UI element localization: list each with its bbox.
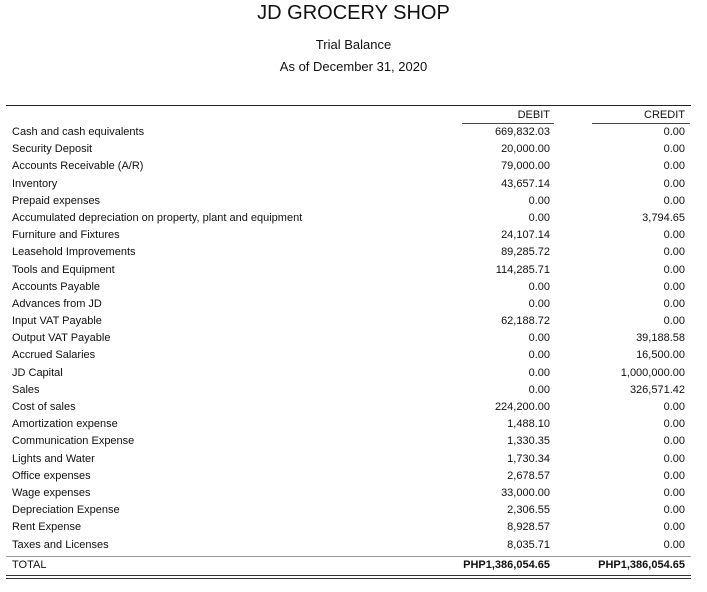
table-row: [0, 279, 707, 296]
debit-amount: 224,200.00: [494, 401, 550, 413]
table-row: [0, 537, 707, 554]
credit-amount: 0.00: [663, 263, 685, 276]
table-row: [0, 330, 707, 347]
account-name: Inventory: [12, 177, 58, 190]
debit-amount: 33,000.00: [501, 486, 550, 499]
credit-amount: 0.00: [663, 452, 685, 465]
total-label: TOTAL: [12, 559, 47, 571]
account-name: Rent Expense: [12, 521, 82, 534]
credit-amount: 0.00: [663, 418, 685, 431]
table-row: [0, 519, 707, 536]
table-row: [0, 193, 707, 210]
account-name: Amortization expense: [12, 418, 118, 431]
table-row: [0, 141, 707, 158]
table-row: [0, 158, 707, 175]
account-name: Accounts Receivable (A/R): [12, 160, 144, 173]
credit-amount: 0.00: [663, 229, 685, 242]
total-double-rule-2: [6, 578, 691, 579]
report-date: As of December 31, 2020: [279, 59, 428, 74]
account-name: Sales: [12, 383, 40, 396]
table-row: [0, 210, 707, 227]
table-row: [0, 502, 707, 519]
debit-amount: 1,730.34: [507, 452, 550, 465]
debit-amount: 0.00: [528, 297, 550, 310]
account-name: Accounts Payable: [12, 280, 101, 293]
account-name: Taxes and Licenses: [12, 538, 109, 551]
debit-amount: 0.00: [528, 332, 550, 345]
debit-amount: 114,285.71: [495, 263, 550, 276]
account-name: Leasehold Improvements: [12, 246, 136, 259]
account-name: Communication Expense: [12, 435, 135, 448]
credit-amount: 0.00: [663, 469, 685, 482]
credit-amount: 0.00: [663, 401, 685, 413]
table-row: [0, 416, 707, 433]
credit-amount: 39,188.58: [636, 332, 685, 345]
debit-amount: 89,285.72: [501, 246, 550, 259]
account-name: Depreciation Expense: [12, 504, 120, 517]
trial-balance-rows: [0, 124, 707, 554]
credit-amount: 326,571.42: [629, 383, 685, 396]
account-name: Prepaid expenses: [12, 194, 101, 207]
credit-amount: 0.00: [663, 126, 685, 138]
debit-amount: 1,488.10: [507, 418, 550, 431]
table-row: [0, 176, 707, 193]
table-row: [0, 227, 707, 244]
credit-amount: 3,794.65: [642, 211, 685, 224]
credit-amount: 0.00: [663, 486, 685, 499]
credit-amount: 0.00: [663, 297, 685, 310]
credit-amount: 0.00: [663, 246, 685, 259]
table-row: [0, 313, 707, 330]
debit-amount: 2,306.55: [507, 504, 550, 517]
credit-amount: 0.00: [663, 160, 685, 173]
account-name: Accrued Salaries: [12, 349, 96, 362]
account-name: Cost of sales: [12, 401, 76, 413]
debit-column-header: DEBIT: [517, 109, 550, 121]
table-row: [0, 347, 707, 364]
account-name: Security Deposit: [12, 143, 93, 156]
table-row: [0, 296, 707, 313]
credit-amount: 0.00: [663, 194, 685, 207]
table-row: [0, 382, 707, 399]
account-name: JD Capital: [12, 366, 63, 379]
table-row: [0, 365, 707, 382]
table-row: [0, 451, 707, 468]
debit-amount: 0.00: [528, 211, 550, 224]
debit-amount: 43,657.14: [501, 177, 550, 190]
credit-amount: 1,000,000.00: [620, 366, 685, 379]
debit-amount: 79,000.00: [501, 160, 550, 173]
debit-amount: 62,188.72: [501, 315, 550, 328]
credit-amount: 0.00: [663, 143, 685, 156]
table-row: [0, 244, 707, 261]
credit-amount: 0.00: [663, 315, 685, 328]
account-name: Office expenses: [12, 469, 91, 482]
account-name: Lights and Water: [12, 452, 95, 465]
table-row: [0, 262, 707, 279]
debit-amount: 8,035.71: [507, 538, 550, 551]
table-row: [0, 399, 707, 416]
credit-amount: 0.00: [663, 538, 685, 551]
debit-amount: 20,000.00: [501, 143, 550, 156]
total-double-rule-1: [6, 575, 691, 576]
table-row: [0, 433, 707, 450]
credit-amount: 0.00: [663, 177, 685, 190]
account-name: Wage expenses: [12, 486, 91, 499]
credit-amount: 0.00: [663, 521, 685, 534]
debit-amount: 24,107.14: [501, 229, 550, 242]
debit-amount: 0.00: [528, 366, 550, 379]
account-name: Tools and Equipment: [12, 263, 115, 276]
report-title: Trial Balance: [315, 37, 392, 52]
credit-amount: 0.00: [663, 280, 685, 293]
credit-column-header: CREDIT: [644, 109, 685, 121]
table-row: [0, 485, 707, 502]
account-name: Advances from JD: [12, 297, 102, 310]
account-name: Accumulated depreciation on property, plant and equipment: [12, 211, 303, 224]
debit-amount: 0.00: [528, 349, 550, 362]
debit-amount: 669,832.03: [494, 126, 550, 138]
total-credit: PHP1,386,054.65: [598, 559, 685, 571]
debit-amount: 8,928.57: [507, 521, 550, 534]
account-name: Cash and cash equivalents: [12, 126, 145, 138]
credit-amount: 0.00: [663, 435, 685, 448]
table-row: [0, 124, 707, 141]
debit-amount: 0.00: [528, 383, 550, 396]
debit-amount: 0.00: [528, 194, 550, 207]
credit-amount: 16,500.00: [636, 349, 685, 362]
debit-amount: 1,330.35: [507, 435, 550, 448]
table-row: [0, 468, 707, 485]
debit-amount: 0.00: [528, 280, 550, 293]
debit-amount: 2,678.57: [507, 469, 550, 482]
credit-amount: 0.00: [663, 504, 685, 517]
header-rule: [6, 105, 691, 106]
total-debit: PHP1,386,054.65: [463, 559, 550, 571]
company-name: JD GROCERY SHOP: [257, 2, 450, 24]
account-name: Output VAT Payable: [12, 332, 111, 345]
total-row: [0, 556, 707, 574]
account-name: Input VAT Payable: [12, 315, 102, 328]
account-name: Furniture and Fixtures: [12, 229, 120, 242]
